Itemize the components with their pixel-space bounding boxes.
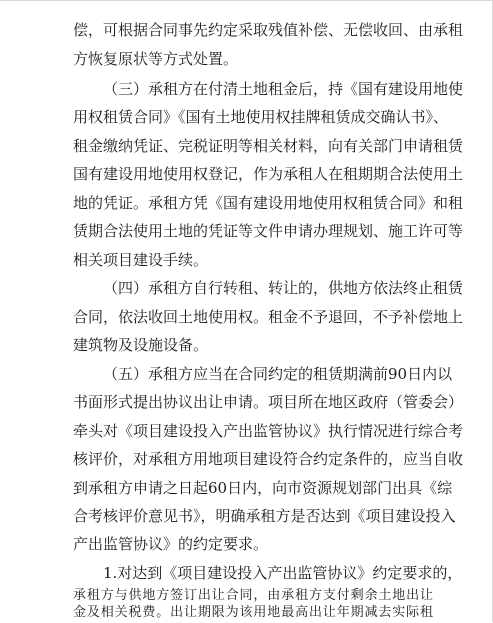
paragraph-line: 国有建设用地使用权登记，作为承租人在租期期合法使用土 [73,165,464,183]
paragraph-line: 书面形式提出协议出让申请。项目所在地区政府（管委会） [73,393,464,411]
paragraph-line: 合同，依法收回土地使用权。租金不予退回，不予补偿地上 [73,308,464,326]
paragraph-line: 产出监管协议》的约定要求。 [73,535,269,553]
paragraph-line: （四）承租方自行转租、转让的，供地方依法终止租赁 [103,279,464,297]
paragraph-line: 偿，可根据合同事先约定采取残值补偿、无偿收回、由承租 [73,21,464,39]
paragraph-line: 到承租方申请之日起60日内，向市资源规划部门出具《综 [73,479,453,497]
paragraph-line: 赁期合法使用土地的凭证等文件申请办理规划、施工许可等 [73,222,464,240]
paragraph-line: 相关项目建设手续。 [73,251,209,269]
paragraph-line: （三）承租方在付清土地租金后，持《国有建设用地使 [103,80,464,98]
paragraph-line: （五）承租方应当在合同约定的租赁期满前90日内以 [103,365,453,383]
paragraph-line: 牵头对《项目建设投入产出监管协议》执行情况进行综合考 [73,422,464,440]
paragraph-line: 用权租赁合同》《国有土地使用权挂牌租赁成交确认书》、 [73,108,449,126]
paragraph-line: 建筑物及设施设备。 [73,336,209,354]
paragraph-line: 合考核评价意见书》，明确承租方是否达到《项目建设投入 [73,507,456,525]
paragraph-line: 承租方与供地方签订出让合同，由承租方支付剩余土地出让 [73,588,433,603]
paragraph-line: 地的凭证。承租方凭《国有建设用地使用权租赁合同》和租 [73,194,464,212]
paragraph-line: 方恢复原状等方式处置。 [73,50,239,68]
paragraph-line: 租金缴纳凭证、完税证明等相关材料，向有关部门申请租赁 [73,137,464,155]
paragraph-line: 金及相关税费。出让期限为该用地最高出让年期减去实际租 [73,605,433,620]
paragraph-line: 1.对达到《项目建设投入产出监管协议》约定要求的， [103,564,463,582]
paragraph-line: 核评价，对承租方用地项目建设符合约定条件的，应当自收 [73,450,464,468]
